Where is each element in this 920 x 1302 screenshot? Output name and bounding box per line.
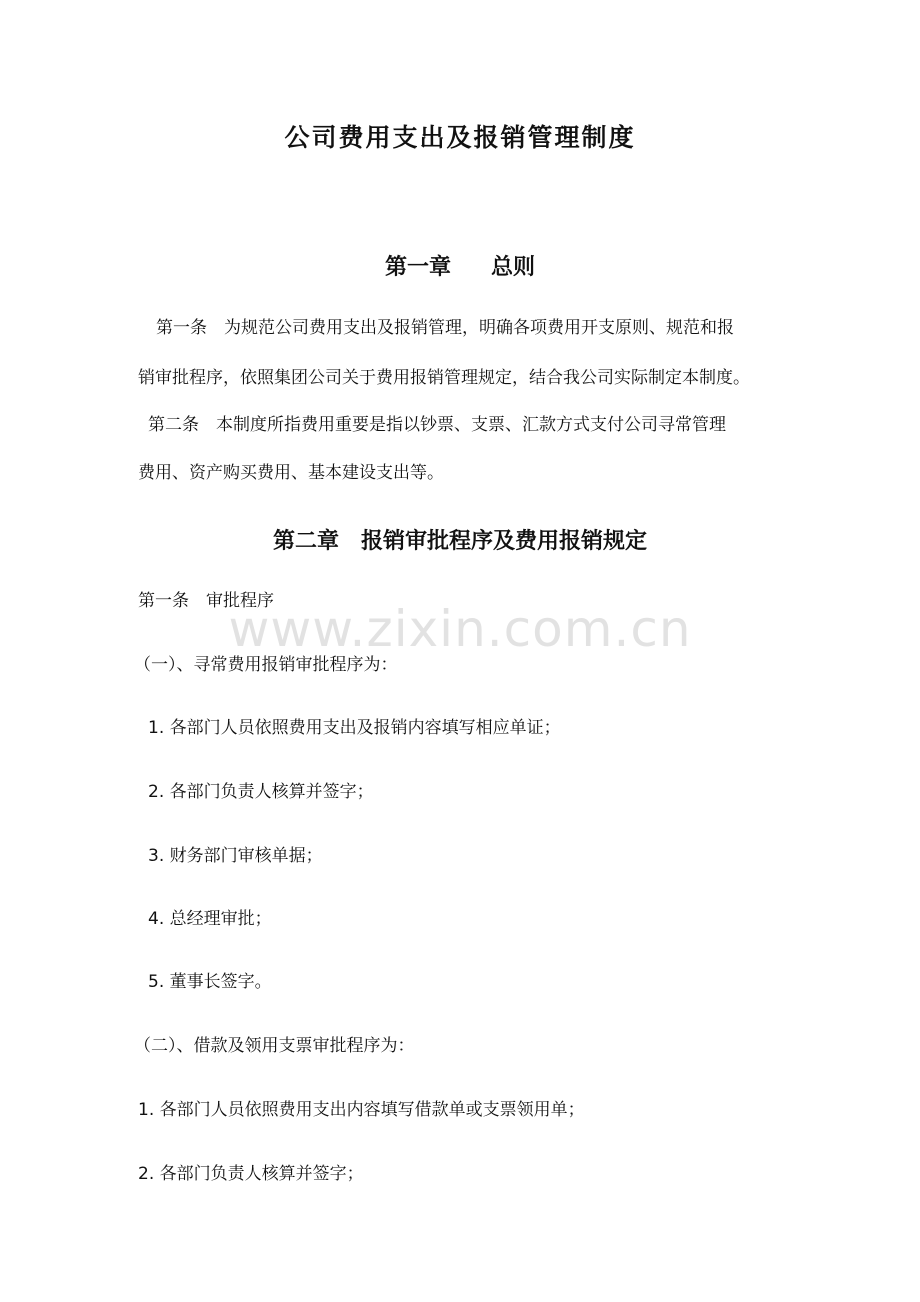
chapter-2-article-1-heading: 第一条 审批程序 xyxy=(138,591,274,611)
section-2-item-1: 1. 各部门人员依照费用支出内容填写借款单或支票领用单； xyxy=(138,1100,585,1120)
document-title: 公司费用支出及报销管理制度 xyxy=(284,123,636,152)
chapter-2-name: 报销审批程序及费用报销规定 xyxy=(361,529,648,554)
chapter-1-number: 第一章 xyxy=(384,255,451,280)
chapter-2-heading xyxy=(0,524,920,555)
section-1-item-1: 1. 各部门人员依照费用支出及报销内容填写相应单证； xyxy=(148,718,561,738)
chapter-1-article-1-line-2: 销审批程序，依照集团公司关于费用报销管理规定，结合我公司实际制定本制度。 xyxy=(138,368,750,388)
chapter-1-article-1-line-1: 第一条 为规范公司费用支出及报销管理，明确各项费用开支原则、规范和报 xyxy=(156,318,734,338)
chapter-2-number: 第二章 xyxy=(272,529,339,554)
section-2-item-2: 2. 各部门负责人核算并签字； xyxy=(138,1164,364,1184)
chapter-1-name: 总则 xyxy=(491,255,536,280)
section-1-item-3: 3. 财务部门审核单据； xyxy=(148,846,323,866)
section-2-heading: （二）、借款及领用支票审批程序为： xyxy=(134,1036,415,1056)
chapter-1-article-2-line-1: 第二条 本制度所指费用重要是指以钞票、支票、汇款方式支付公司寻常管理 xyxy=(148,415,726,435)
section-1-heading: （一）、寻常费用报销审批程序为： xyxy=(134,655,398,675)
section-1-item-4: 4. 总经理审批； xyxy=(148,909,272,929)
watermark: www.zixin.com.cn xyxy=(228,600,692,658)
chapter-1-article-2-line-2: 费用、资产购买费用、基本建设支出等。 xyxy=(138,463,444,483)
section-1-item-5: 5. 董事长签字。 xyxy=(148,972,272,992)
section-1-item-2: 2. 各部门负责人核算并签字； xyxy=(148,782,374,802)
chapter-1-heading xyxy=(0,250,920,281)
